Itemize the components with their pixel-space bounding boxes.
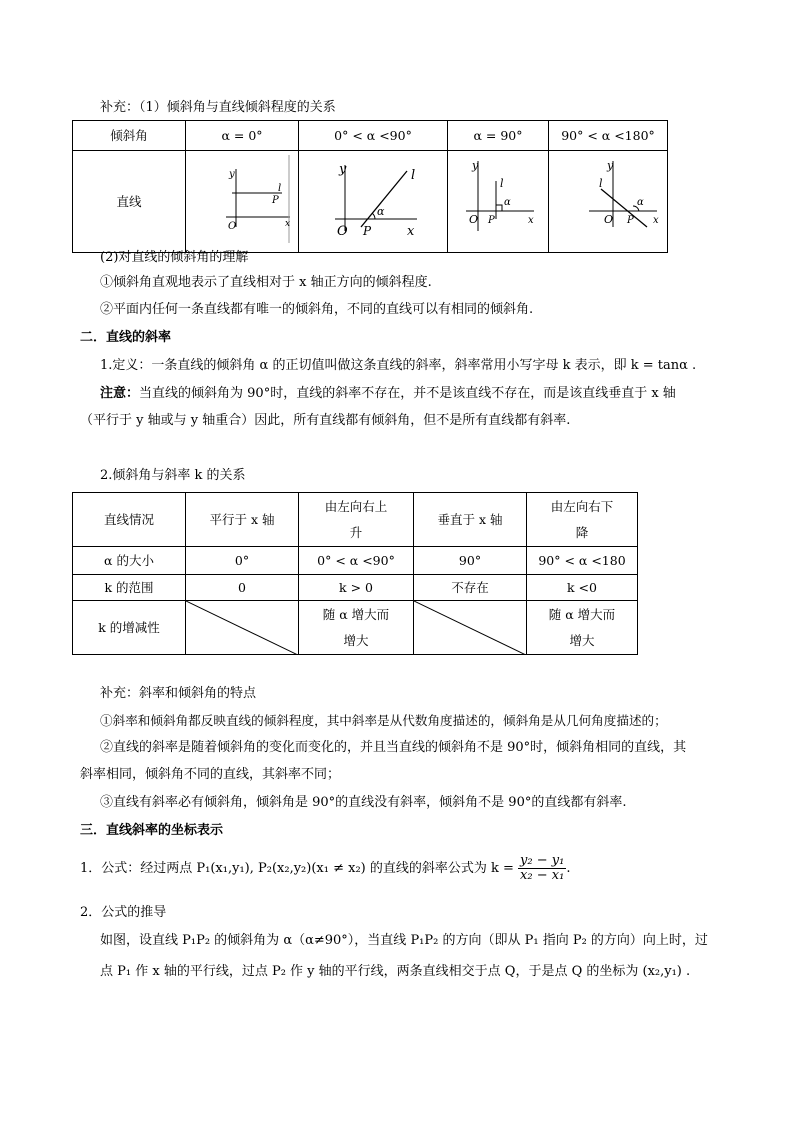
hdr-parallel: 平行于 x 轴 xyxy=(186,493,299,547)
angle-falling: 90° < α <180 xyxy=(527,547,638,575)
svg-text:x: x xyxy=(285,219,291,229)
slope-table xyxy=(72,492,638,655)
col-obtuse: 90° < α <180° xyxy=(549,121,668,151)
derivation-line-1: 如图，设直线 P₁P₂ 的倾斜角为 α（α≠90°），当直线 P₁P₂ 的方向（即从 P₁ 指向 P₂ 的方向）向上时，过 xyxy=(100,933,708,948)
understanding-title: (2)对直线的倾斜角的理解 xyxy=(100,250,249,265)
sec3-heading: 三．直线斜率的坐标表示 xyxy=(80,823,224,838)
hdr-rising: 由左向右上升 xyxy=(324,498,388,540)
row2-label: 直线 xyxy=(73,151,186,253)
relation-title: 2.倾斜角与斜率 k 的关系 xyxy=(100,468,246,483)
svg-text:y: y xyxy=(339,162,347,177)
row1-label: 倾斜角 xyxy=(73,121,186,151)
svg-text:O: O xyxy=(337,224,348,239)
svg-text:l: l xyxy=(278,183,282,194)
slope-definition: 1.定义：一条直线的倾斜角 α 的正切值叫做这条直线的斜率，斜率常用小写字母 k 表示，即 k = tanα . xyxy=(100,358,697,373)
diagram-zero-svg xyxy=(186,151,298,247)
mono-vertical-empty xyxy=(414,601,527,655)
k-vertical: 不存在 xyxy=(414,575,527,601)
understanding-1: ①倾斜角直观地表示了直线相对于 x 轴正方向的倾斜程度. xyxy=(100,275,432,290)
mono-label: k 的增减性 xyxy=(73,601,186,655)
understanding-2: ②平面内任何一条直线都有唯一的倾斜角，不同的直线可以有相同的倾斜角. xyxy=(100,302,534,317)
angle-rising: 0° < α <90° xyxy=(299,547,414,575)
hdr-situation: 直线情况 xyxy=(73,493,186,547)
slope-formula: 1．公式：经过两点 P₁(x₁,y₁), P₂(x₂,y₂)(x₁ ≠ x₂) 的直线的斜率公式为 k = $\frac{\text{y₂ − y₁}}{\text{x₂ − x₁}}$ . xyxy=(80,853,571,883)
k-rising: k > 0 xyxy=(299,575,414,601)
k-falling: k <0 xyxy=(527,575,638,601)
supp1-title: 补充：（1）倾斜角与直线倾斜程度的关系 xyxy=(100,100,336,115)
hdr-vertical: 垂直于 x 轴 xyxy=(414,493,527,547)
svg-text:P: P xyxy=(363,224,372,238)
note-label: 注意： xyxy=(100,386,140,401)
svg-text:P: P xyxy=(627,215,634,226)
formula-text: 1．公式：经过两点 P₁(x₁,y₁), P₂(x₂,y₂)(x₁ ≠ x₂) 的直线的斜率公式为 k = xyxy=(80,861,514,876)
svg-text:l: l xyxy=(599,177,603,190)
supp2-p1: ①斜率和倾斜角都反映直线的倾斜程度，其中斜率是从代数角度描述的，倾斜角是从几何角度描述的； xyxy=(100,713,667,728)
angle-vertical: 90° xyxy=(414,547,527,575)
svg-text:l: l xyxy=(500,177,504,190)
note-line-2: （平行于 y 轴或与 y 轴重合）因此，所有直线都有倾斜角，但不是所有直线都有斜率. xyxy=(80,413,571,428)
angle-label: α 的大小 xyxy=(73,547,186,575)
svg-text:x: x xyxy=(528,215,534,226)
supp2-p3: ③直线有斜率必有倾斜角，倾斜角是 90°的直线没有斜率，倾斜角不是 90°的直线都有斜率. xyxy=(100,795,627,810)
fraction-denominator: x₂ − x₁ xyxy=(520,868,565,883)
note-text-1: 当直线的倾斜角为 90°时，直线的斜率不存在，并不是该直线不存在，而是该直线垂直于 x 轴 xyxy=(139,386,676,401)
mono-rising: 随 α 增大而增大 xyxy=(322,606,390,648)
diagonal-slash xyxy=(186,601,298,655)
svg-text:O: O xyxy=(604,213,614,226)
svg-text:α: α xyxy=(637,197,644,208)
diagonal-slash xyxy=(414,601,526,655)
svg-text:P: P xyxy=(272,195,279,206)
k-label: k 的范围 xyxy=(73,575,186,601)
supp2-title: 补充：斜率和倾斜角的特点 xyxy=(100,686,257,701)
diagram-zero xyxy=(186,151,299,253)
diagram-right xyxy=(448,151,549,253)
svg-text:O: O xyxy=(469,213,479,226)
k-parallel: 0 xyxy=(186,575,299,601)
hdr-falling: 由左向右下降 xyxy=(550,498,614,540)
note-line-1 xyxy=(100,384,676,404)
derivation-line-2: 点 P₁ 作 x 轴的平行线，过点 P₂ 作 y 轴的平行线，两条直线相交于点 Q，于是点 Q 的坐标为 (x₂,y₁) . xyxy=(100,964,691,979)
svg-text:x: x xyxy=(653,215,659,226)
angle-parallel: 0° xyxy=(186,547,299,575)
svg-text:α: α xyxy=(377,205,385,218)
col-right: α = 90° xyxy=(448,121,549,151)
svg-text:y: y xyxy=(229,169,235,180)
incline-table xyxy=(72,120,668,253)
col-zero: α = 0° xyxy=(186,121,299,151)
svg-text:α: α xyxy=(504,197,511,208)
diagram-obtuse-svg xyxy=(549,151,667,247)
svg-text:P: P xyxy=(488,215,495,226)
derivation-title: 2．公式的推导 xyxy=(80,905,167,920)
supp2-p2b: 斜率相同，倾斜角不同的直线，其斜率不同； xyxy=(80,767,341,782)
fraction-numerator: y₂ − y₁ xyxy=(520,853,565,868)
supp2-p2a: ②直线的斜率是随着倾斜角的变化而变化的，并且当直线的倾斜角不是 90°时，倾斜角相同的直线，其 xyxy=(100,740,687,755)
svg-text:O: O xyxy=(228,221,237,232)
svg-text:l: l xyxy=(411,168,416,183)
sec2-heading: 二．直线的斜率 xyxy=(80,330,172,345)
svg-text:y: y xyxy=(472,159,479,172)
svg-text:y: y xyxy=(607,159,614,172)
mono-parallel-empty xyxy=(186,601,299,655)
svg-text:x: x xyxy=(407,224,415,239)
mono-falling: 随 α 增大而增大 xyxy=(548,606,616,648)
diagram-acute-svg xyxy=(299,151,447,247)
diagram-right-svg xyxy=(448,151,548,247)
col-acute: 0° < α <90° xyxy=(299,121,448,151)
diagram-obtuse xyxy=(549,151,668,253)
formula-fraction xyxy=(518,854,566,883)
diagram-acute xyxy=(299,151,448,253)
